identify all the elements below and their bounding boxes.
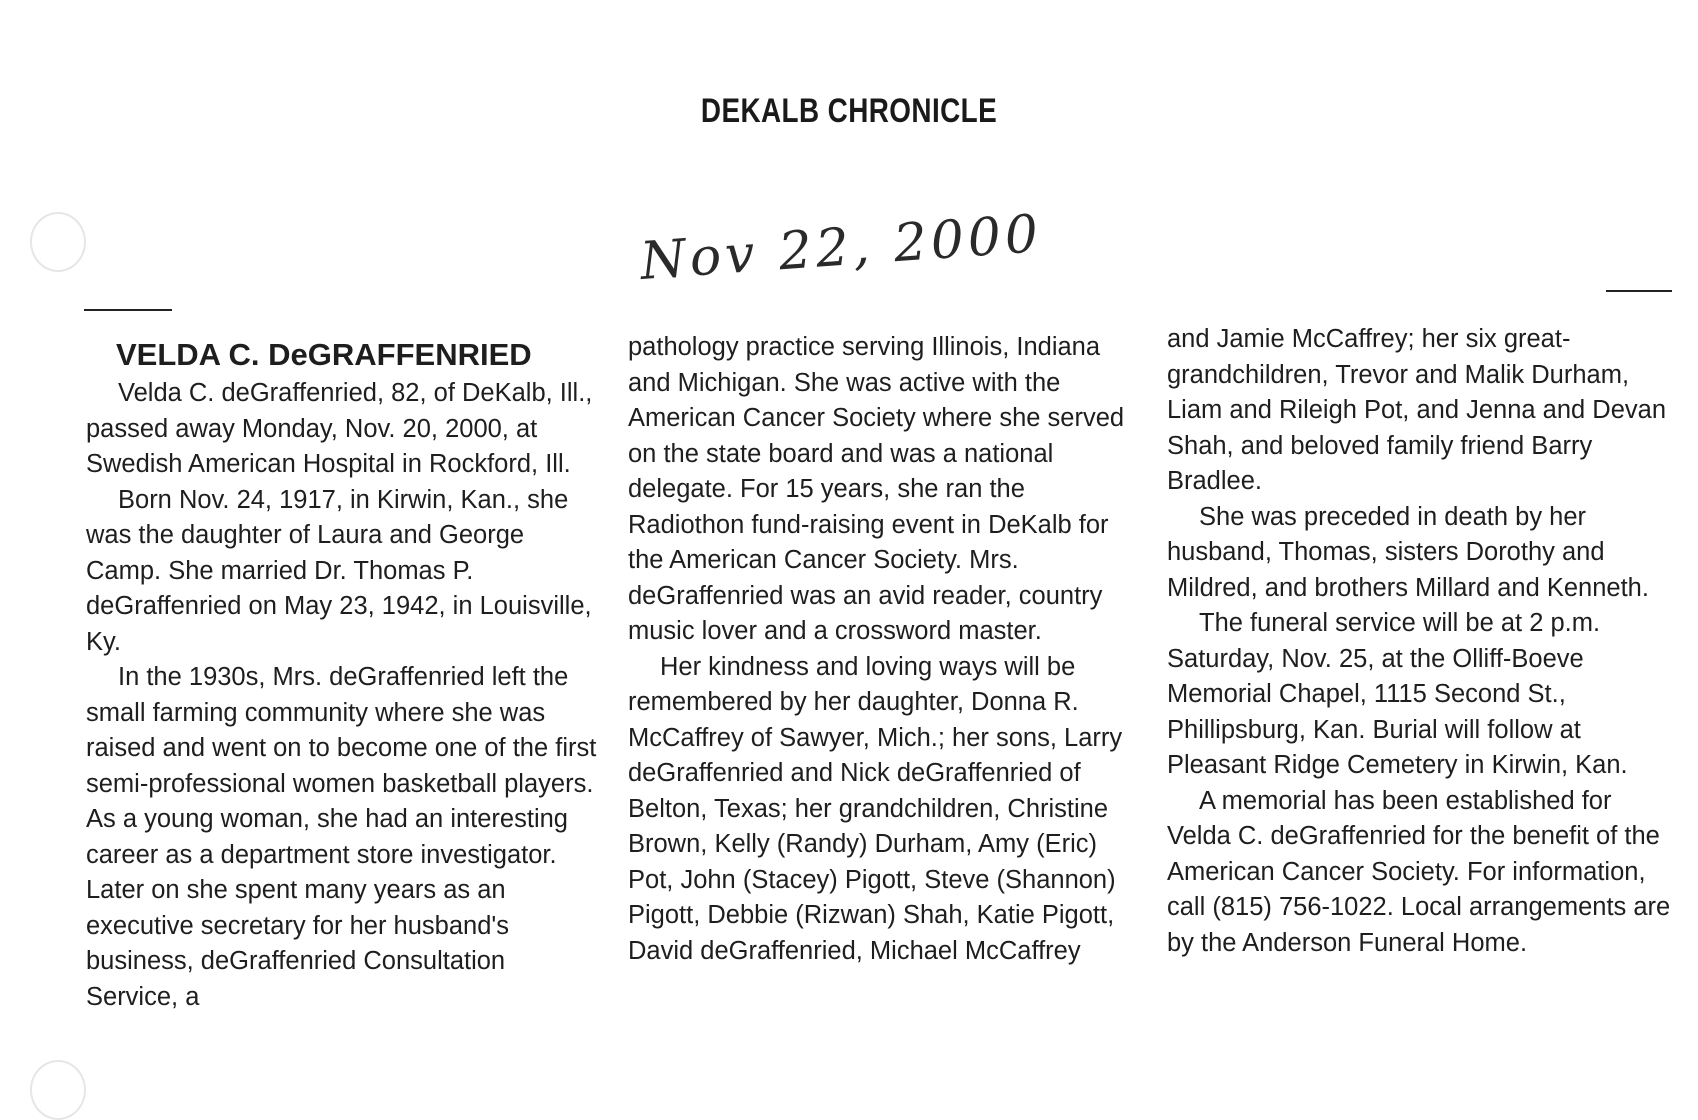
paragraph: Her kindness and loving ways will be remembered by her daughter, Donna R. McCaffrey of Sawyer, Mich.; her sons, Larry deGraffenried and Nick deGraffenried of Belton, Texas; her grandchildren, Christine Brown, Kelly (Randy) Durham, Amy (Eric) Pot, John (Stacey) Pigott, Steve (Shannon) Pigott, Debbie (Rizwan) Shah, Katie Pigott, David deGraffenried, Michael McCaffrey [628,652,1123,965]
paragraph: A memorial has been established for Velda C. deGraffenried for the benefit of the American Cancer Society. For information, call (815) 756-1022. Local arrangements are by the Anderson Funeral Home. [1167,786,1671,957]
article-column-2 [628,330,1138,969]
punch-hole-mark [30,212,86,272]
paragraph: Born Nov. 24, 1917, in Kirwin, Kan., she was the daughter of Laura and George Camp. She married Dr. Thomas P. deGraffenried on May 23, 1942, in Louisville, Ky. [86,485,592,656]
handwritten-date: Nov 22, 2000 [638,204,1044,292]
column-rule-left [84,309,172,311]
article-column-1 [86,336,602,1015]
newspaper-masthead: DEKALB CHRONICLE [700,92,998,130]
paragraph: In the 1930s, Mrs. deGraffenried left the small farming community where she was raised and went on to become one of the first semi-professional women basketball players. As a young woman, she had an interesting career as a department store investigator. Later on she spent many years as an executive secretary for her husband's business, deGraffenried Consultation Service, a [86,663,597,1011]
paragraph: and Jamie McCaffrey; her six great-grandchildren, Trevor and Malik Durham, Liam and Rileigh Pot, and Jenna and Devan Shah, and beloved family friend Barry Bradlee. [1167,325,1667,495]
obituary-headline: VELDA C. DeGRAFFENRIED [116,337,532,372]
column-rule-right [1606,290,1672,292]
paragraph: Velda C. deGraffenried, 82, of DeKalb, Ill., passed away Monday, Nov. 20, 2000, at Swedish American Hospital in Rockford, Ill. [86,379,593,478]
paragraph: The funeral service will be at 2 p.m. Saturday, Nov. 25, at the Olliff-Boeve Memorial Chapel, 1115 Second St., Phillipsburg, Kan. Burial will follow at Pleasant Ridge Cemetery in Kirwin, Kan. [1167,609,1628,779]
article-column-3 [1167,322,1677,961]
paragraph: She was preceded in death by her husband, Thomas, sisters Dorothy and Mildred, and brothers Millard and Kenneth. [1167,502,1649,602]
paragraph: pathology practice serving Illinois, Indiana and Michigan. She was active with the American Cancer Society where she served on the state board and was a national delegate. For 15 years, she ran the Radiothon fund-raising event in DeKalb for the American Cancer Society. Mrs. deGraffenried was an avid reader, country music lover and a crossword master. [628,333,1125,645]
punch-hole-mark [30,1060,86,1120]
